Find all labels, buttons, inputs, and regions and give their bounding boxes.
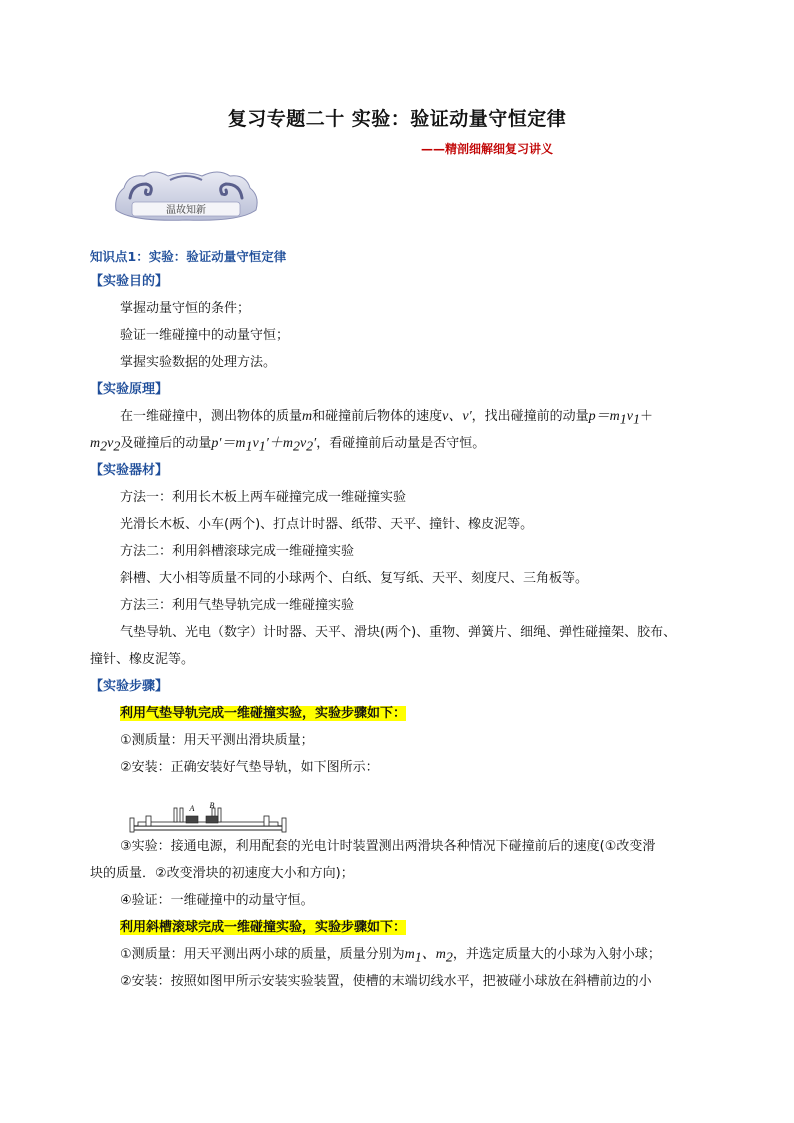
air-step-3a: ③实验：接通电源，利用配套的光电计时装置测出两滑块各种情况下碰撞前后的速度(①改变滑 — [120, 839, 656, 854]
air-step-2: ②安装：正确安装好气垫导轨，如下图所示： — [120, 760, 379, 775]
equipment-item-5: 方法三：利用气垫导轨完成一维碰撞实验 — [120, 598, 355, 613]
air-step-3b: 块的质量．②改变滑块的初速度大小和方向)； — [90, 866, 354, 881]
equipment-item-7: 撞针、橡皮泥等。 — [90, 652, 195, 667]
figure-label-b: B — [209, 801, 215, 810]
purpose-item-1: 掌握动量守恒的条件； — [120, 301, 251, 316]
section-equipment: 【实验器材】 — [90, 463, 169, 478]
purpose-item-3: 掌握实验数据的处理方法。 — [120, 355, 277, 370]
chute-step-2: ②安装：按照如图甲所示安装实验装置，使槽的末端切线水平，把被碰小球放在斜槽前边的小 — [120, 974, 652, 989]
equipment-item-6: 气垫导轨、光电（数字）计时器、天平、滑块(两个)、重物、弹簧片、细绳、弹性碰撞架、胶布、 — [120, 625, 677, 640]
air-step-4: ④验证：一维碰撞中的动量守恒。 — [120, 893, 314, 908]
air-step-1: ①测质量：用天平测出滑块质量； — [120, 733, 314, 748]
section-principle: 【实验原理】 — [90, 382, 169, 397]
principle-line-2: $m_2v_2$及碰撞后的动量$p'=m_1v_1'+m_2v_2'$，看碰撞前后动量是否守恒。 — [90, 436, 486, 455]
subtitle-text: ——精剖细解细复习讲义 — [420, 142, 553, 156]
chute-heading: 利用斜槽滚球完成一维碰撞实验，实验步骤如下： — [120, 920, 407, 935]
content-body — [90, 246, 710, 995]
equipment-item-1: 方法一：利用长木板上两车碰撞完成一维碰撞实验 — [120, 490, 407, 505]
section-purpose: 【实验目的】 — [90, 274, 169, 289]
page-title: 复习专题二十 实验：验证动量守恒定律 — [227, 108, 567, 130]
figure-label-a: A — [189, 804, 195, 813]
knowledge-point-heading: 知识点1：实验：验证动量守恒定律 — [90, 249, 287, 264]
equipment-item-2: 光滑长木板、小车(两个)、打点计时器、纸带、天平、撞针、橡皮泥等。 — [120, 517, 534, 532]
page-subtitle — [0, 140, 794, 157]
principle-line-1: 在一维碰撞中，测出物体的质量m和碰撞前后物体的速度v、v′，找出碰撞前的动量$p=m_1v_1+$ — [120, 409, 654, 428]
chute-step-1: ①测质量：用天平测出两小球的质量，质量分别为$m_1$、$m_2$，并选定质量大的小球为入射小球； — [120, 947, 661, 966]
banner-text: 温故知新 — [166, 205, 206, 216]
section-steps: 【实验步骤】 — [90, 679, 169, 694]
air-track-heading: 利用气垫导轨完成一维碰撞实验，实验步骤如下： — [120, 706, 407, 721]
equipment-item-4: 斜槽、大小相等质量不同的小球两个、白纸、复写纸、天平、刻度尺、三角板等。 — [120, 571, 589, 586]
air-track-figure — [128, 796, 288, 836]
equipment-item-3: 方法二：利用斜槽滚球完成一维碰撞实验 — [120, 544, 355, 559]
banner-image — [110, 166, 262, 226]
purpose-item-2: 验证一维碰撞中的动量守恒； — [120, 328, 290, 343]
